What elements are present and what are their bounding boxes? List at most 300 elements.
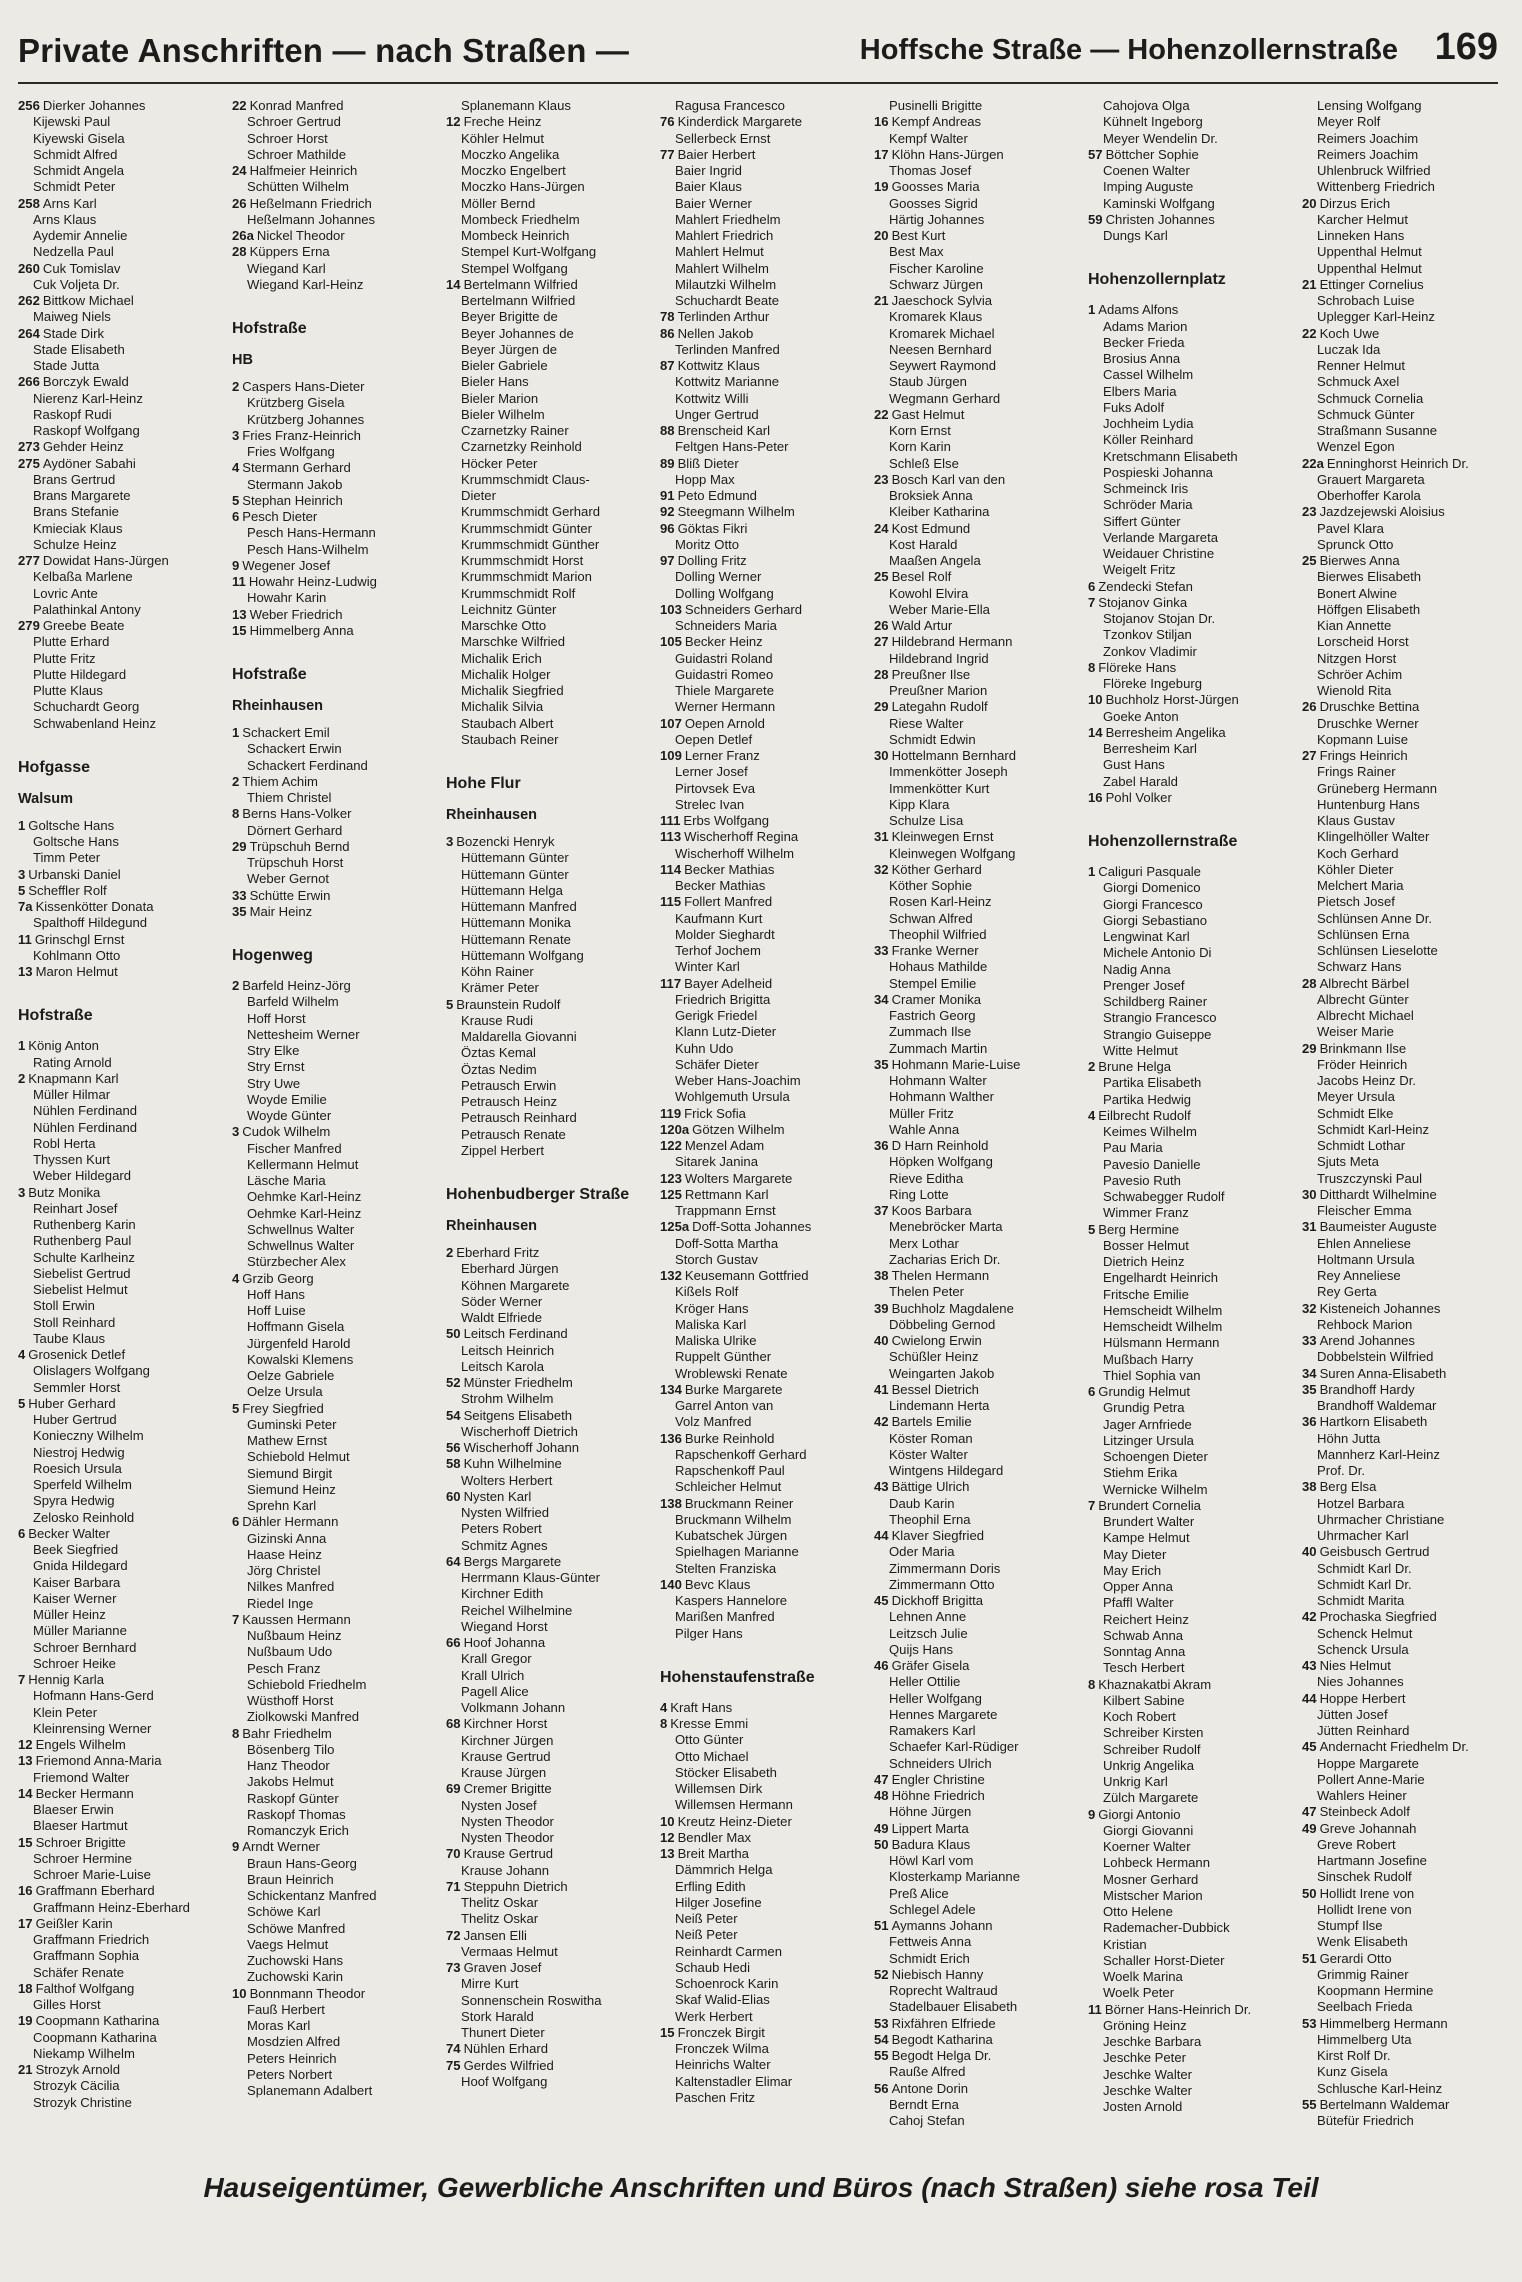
resident-name: Rapschenkoff Gerhard — [675, 1446, 807, 1462]
resident-entry — [18, 196, 230, 212]
resident-name: Giorgi Domenico — [1103, 880, 1201, 896]
resident-name: Cuk Voljeta Dr. — [33, 276, 120, 292]
resident-name: Stephan Heinrich — [242, 492, 343, 508]
resident-entry — [1088, 595, 1300, 611]
resident-name: Kuhn Wilhelmine — [463, 1456, 562, 1472]
resident-entry — [1302, 1918, 1514, 1934]
house-number: 36 — [1302, 1414, 1317, 1430]
resident-name: Roesich Ursula — [33, 1460, 122, 1476]
resident-entry — [1088, 1937, 1300, 1953]
resident-name: Best Kurt — [891, 228, 946, 243]
resident-entry — [874, 309, 1086, 325]
resident-entry — [1302, 667, 1514, 683]
resident-entry — [232, 2051, 444, 2067]
resident-name: Best Max — [889, 244, 944, 260]
resident-name: Feltgen Hans-Peter — [675, 439, 789, 455]
resident-entry — [660, 976, 872, 992]
resident-entry — [874, 1057, 1086, 1073]
resident-name: Weber Gernot — [247, 871, 329, 887]
house-number: 54 — [446, 1407, 461, 1423]
resident-entry — [1088, 400, 1300, 416]
resident-entry — [1088, 774, 1300, 790]
resident-name: Menebröcker Marta — [889, 1219, 1003, 1235]
resident-entry — [18, 1900, 230, 1916]
resident-name: Thunert Dieter — [461, 2025, 545, 2040]
resident-entry — [660, 1317, 872, 1333]
house-number: 44 — [874, 1528, 889, 1543]
resident-name: Becker Mathias — [684, 861, 775, 877]
resident-entry — [446, 423, 658, 439]
resident-name: Kohlmann Otto — [33, 947, 121, 963]
resident-entry — [874, 1642, 1086, 1658]
house-number: 59 — [1088, 211, 1103, 227]
resident-name: Hüttemann Wolfgang — [461, 947, 584, 963]
resident-entry — [18, 1623, 230, 1639]
house-number: 7 — [1088, 1497, 1096, 1513]
resident-entry — [1302, 1788, 1514, 1804]
resident-entry — [1302, 2097, 1514, 2113]
resident-name: Schroer Horst — [247, 130, 328, 146]
resident-entry — [18, 407, 230, 423]
resident-entry — [18, 1672, 230, 1688]
resident-entry — [874, 1203, 1086, 1219]
resident-name: Wintgens Hildegard — [889, 1463, 1004, 1478]
resident-entry — [18, 1201, 230, 1217]
house-number: 35 — [1302, 1381, 1317, 1397]
resident-entry — [1302, 114, 1514, 130]
resident-name: Lategahn Rudolf — [891, 699, 988, 715]
resident-entry — [874, 781, 1086, 797]
resident-entry — [18, 834, 230, 850]
resident-name: Jörg Christel — [247, 1563, 321, 1578]
resident-entry — [1302, 553, 1514, 569]
resident-entry — [446, 1830, 658, 1846]
resident-name: Heßelmann Friedrich — [249, 195, 372, 211]
resident-entry — [1302, 1934, 1514, 1950]
house-number: 113 — [660, 829, 682, 845]
resident-name: Oelze Ursula — [247, 1384, 323, 1400]
resident-entry — [1088, 676, 1300, 692]
resident-entry — [1088, 1027, 1300, 1043]
street-heading: Hohenstaufenstraße — [660, 1668, 815, 1686]
resident-entry — [660, 1154, 872, 1170]
resident-entry — [1088, 1400, 1300, 1416]
resident-name: Schmuck Günter — [1317, 406, 1415, 422]
resident-name: Kraft Hans — [670, 1699, 733, 1715]
resident-name: Kleiber Katharina — [889, 504, 990, 520]
resident-entry — [874, 342, 1086, 358]
resident-entry — [18, 553, 230, 569]
resident-entry — [1088, 1108, 1300, 1124]
resident-entry — [18, 1526, 230, 1542]
resident-name: Begodt Helga Dr. — [891, 2048, 992, 2063]
resident-entry — [1088, 1075, 1300, 1091]
resident-name: Goeke Anton — [1103, 708, 1179, 724]
resident-entry — [232, 277, 444, 293]
resident-entry — [874, 1041, 1086, 1057]
resident-entry — [446, 2025, 658, 2041]
house-number: 134 — [660, 1381, 682, 1397]
resident-name: Verlande Margareta — [1103, 529, 1219, 545]
resident-name: Arndt Werner — [242, 1839, 320, 1855]
resident-entry — [1302, 1593, 1514, 1609]
resident-name: Dolling Fritz — [677, 553, 747, 568]
resident-entry — [232, 1027, 444, 1043]
resident-name: Zuchowski Karin — [247, 1969, 344, 1985]
resident-name: Becker Frieda — [1103, 334, 1185, 350]
resident-name: Siemund Heinz — [247, 1481, 336, 1497]
resident-name: Rey Anneliese — [1317, 1268, 1401, 1283]
resident-entry — [446, 915, 658, 931]
resident-entry — [660, 1041, 872, 1057]
resident-name: Strangio Guiseppe — [1103, 1026, 1212, 1042]
resident-name: Kröger Hans — [675, 1300, 749, 1316]
resident-name: Hoff Luise — [247, 1303, 306, 1318]
resident-name: Hoff Horst — [247, 1010, 306, 1026]
resident-entry — [660, 586, 872, 602]
resident-name: Münster Friedhelm — [463, 1375, 573, 1390]
resident-entry — [1088, 562, 1300, 578]
resident-entry — [1302, 2113, 1514, 2129]
resident-entry — [18, 2078, 230, 2094]
resident-entry — [18, 342, 230, 358]
resident-name: Schwabenland Heinz — [33, 715, 157, 731]
resident-name: Grüneberg Hermann — [1317, 780, 1438, 796]
resident-entry — [18, 1428, 230, 1444]
resident-entry — [232, 1336, 444, 1352]
resident-entry — [18, 1640, 230, 1656]
column-4 — [660, 98, 874, 2158]
house-number: 72 — [446, 1927, 461, 1943]
resident-name: Bozencki Henryk — [456, 834, 555, 849]
resident-entry — [18, 1087, 230, 1103]
resident-name: Wüsthoff Horst — [247, 1693, 334, 1708]
house-number: 47 — [1302, 1804, 1317, 1820]
house-number: 277 — [18, 553, 40, 568]
resident-entry — [232, 1807, 444, 1823]
resident-name: Leitsch Ferdinand — [463, 1326, 568, 1342]
resident-name: Greve Johannah — [1319, 1820, 1417, 1836]
resident-entry — [660, 1911, 872, 1927]
resident-entry — [660, 342, 872, 358]
resident-name: Druschke Bettina — [1319, 699, 1420, 715]
resident-entry — [1302, 911, 1514, 927]
resident-entry — [874, 228, 1086, 244]
resident-entry — [18, 1461, 230, 1477]
resident-entry — [874, 732, 1086, 748]
resident-entry — [1302, 196, 1514, 212]
resident-name: Doff-Sotta Johannes — [692, 1219, 812, 1235]
resident-name: Göktas Fikri — [677, 520, 748, 536]
resident-name: Friedrich Brigitta — [675, 991, 771, 1007]
resident-entry — [232, 1206, 444, 1222]
house-number: 48 — [874, 1788, 889, 1803]
resident-name: Hartmann Josefine — [1317, 1853, 1427, 1868]
resident-name: Dickhoff Brigitta — [891, 1593, 984, 1608]
resident-name: Schütten Wilhelm — [247, 179, 349, 195]
resident-name: Krause Gertrud — [461, 1748, 551, 1764]
resident-entry — [874, 1008, 1086, 1024]
resident-name: Renner Helmut — [1317, 358, 1406, 373]
resident-name: Bartels Emilie — [891, 1414, 972, 1430]
resident-name: Greebe Beate — [42, 618, 125, 633]
resident-entry — [18, 1298, 230, 1314]
house-number: 40 — [1302, 1544, 1317, 1560]
house-number: 89 — [660, 455, 675, 471]
resident-entry — [232, 1742, 444, 1758]
house-number: 43 — [874, 1479, 889, 1495]
resident-entry — [18, 1136, 230, 1152]
house-number: 273 — [18, 439, 40, 455]
resident-name: Fries Franz-Heinrich — [242, 427, 361, 443]
resident-entry — [874, 114, 1086, 130]
resident-name: Doff-Sotta Martha — [675, 1235, 779, 1251]
resident-entry — [1088, 351, 1300, 367]
resident-name: Jütten Reinhard — [1317, 1723, 1410, 1738]
resident-entry — [1302, 309, 1514, 325]
resident-entry — [874, 1626, 1086, 1642]
resident-entry — [446, 309, 658, 325]
resident-entry — [1302, 1577, 1514, 1593]
resident-entry — [1302, 1219, 1514, 1235]
resident-name: Thelen Hermann — [891, 1268, 990, 1283]
resident-entry — [660, 1992, 872, 2008]
house-number: 7 — [18, 1672, 26, 1687]
resident-name: Stade Dirk — [42, 325, 104, 341]
resident-entry — [660, 1089, 872, 1105]
resident-entry — [660, 293, 872, 309]
resident-name: Truszczynski Paul — [1317, 1170, 1423, 1186]
house-number: 13 — [18, 1753, 33, 1769]
resident-name: Schleicher Helmut — [675, 1479, 782, 1495]
resident-name: Schlusche Karl-Heinz — [1317, 2080, 1443, 2096]
resident-entry — [1302, 764, 1514, 780]
resident-entry — [660, 894, 872, 910]
resident-entry — [18, 2030, 230, 2046]
resident-name: Robl Herta — [33, 1135, 96, 1151]
resident-name: Oepen Arnold — [684, 715, 765, 731]
house-number: 266 — [18, 374, 40, 390]
resident-entry — [18, 1705, 230, 1721]
resident-name: Schmidt Karl Dr. — [1317, 1560, 1412, 1576]
resident-name: Schmidt Lothar — [1317, 1138, 1406, 1153]
resident-name: Nysten Karl — [463, 1488, 532, 1504]
resident-entry — [1302, 634, 1514, 650]
resident-name: Thelitz Oskar — [461, 1895, 539, 1910]
resident-name: Rademacher-Dubbick — [1103, 1920, 1230, 1936]
resident-name: Köhler Helmut — [461, 130, 544, 146]
resident-entry — [1088, 709, 1300, 725]
resident-name: Zummach Martin — [889, 1040, 988, 1056]
resident-name: Freche Heinz — [463, 114, 542, 130]
resident-entry — [18, 114, 230, 130]
resident-entry — [18, 1412, 230, 1428]
resident-entry — [1302, 1024, 1514, 1040]
resident-name: Mistscher Marion — [1103, 1887, 1203, 1903]
resident-name: Kopmann Luise — [1317, 731, 1408, 747]
house-number: 2 — [232, 978, 240, 993]
resident-name: Kowohl Elvira — [889, 585, 969, 601]
resident-name: Wegmann Gerhard — [889, 390, 1001, 406]
resident-name: Plutte Erhard — [33, 634, 110, 650]
resident-entry — [660, 98, 872, 114]
resident-name: Cassel Wilhelm — [1103, 367, 1194, 383]
resident-name: Hanz Theodor — [247, 1758, 330, 1773]
resident-name: Schmidt Alfred — [33, 146, 118, 162]
resident-entry — [18, 1347, 230, 1363]
resident-entry — [874, 1561, 1086, 1577]
resident-name: Stürzbecher Alex — [247, 1254, 346, 1270]
resident-name: Goosses Sigrid — [889, 195, 978, 211]
resident-entry — [232, 477, 444, 493]
resident-name: Uppenthal Helmut — [1317, 244, 1422, 260]
resident-name: Friemond Anna-Maria — [35, 1753, 162, 1769]
resident-name: Albrecht Günter — [1317, 991, 1409, 1007]
resident-entry — [874, 439, 1086, 455]
resident-name: Frick Sofia — [684, 1105, 746, 1121]
resident-name: Zimmermann Otto — [889, 1576, 995, 1592]
resident-entry — [232, 212, 444, 228]
resident-entry — [660, 277, 872, 293]
resident-name: Lovric Ante — [33, 585, 98, 601]
resident-entry — [232, 590, 444, 606]
resident-entry — [1302, 716, 1514, 732]
house-number: 107 — [660, 715, 682, 731]
resident-entry — [660, 1301, 872, 1317]
resident-entry — [1302, 1447, 1514, 1463]
resident-name: Werk Herbert — [675, 2008, 753, 2024]
resident-name: Suren Anna-Elisabeth — [1319, 1365, 1447, 1381]
resident-entry — [1302, 163, 1514, 179]
resident-entry — [232, 1141, 444, 1157]
resident-name: Pesch Dieter — [242, 509, 318, 524]
resident-name: Gerigk Friedel — [675, 1008, 758, 1023]
resident-entry — [660, 1846, 872, 1862]
resident-name: Wischerhoff Regina — [684, 829, 799, 845]
house-number: 6 — [232, 1514, 240, 1530]
resident-entry — [446, 228, 658, 244]
resident-entry — [446, 1375, 658, 1391]
resident-entry — [1088, 1579, 1300, 1595]
resident-entry — [1088, 1628, 1300, 1644]
resident-entry — [1302, 261, 1514, 277]
house-number: 76 — [660, 114, 675, 130]
house-number: 119 — [660, 1105, 682, 1121]
resident-name: Nitzgen Horst — [1317, 650, 1397, 666]
resident-entry — [1302, 423, 1514, 439]
resident-name: Stempel Wolfgang — [461, 260, 568, 276]
resident-name: Plutte Klaus — [33, 683, 103, 698]
resident-name: Hohmann Walter — [889, 1073, 987, 1088]
resident-entry — [1088, 692, 1300, 708]
resident-entry — [1088, 1140, 1300, 1156]
resident-entry — [874, 1154, 1086, 1170]
resident-name: Kleinwegen Ernst — [891, 829, 994, 845]
house-number: 30 — [1302, 1186, 1317, 1202]
resident-name: Schickentanz Manfred — [247, 1888, 377, 1903]
resident-name: Fröder Heinrich — [1317, 1056, 1408, 1072]
resident-entry — [874, 423, 1086, 439]
resident-entry — [18, 2095, 230, 2111]
resident-entry — [1302, 1122, 1514, 1138]
resident-entry — [446, 1278, 658, 1294]
resident-name: Menzel Adam — [684, 1138, 765, 1153]
resident-name: Mair Heinz — [249, 903, 313, 919]
resident-entry — [874, 1447, 1086, 1463]
house-number: 15 — [660, 2024, 675, 2040]
resident-name: Litzinger Ursula — [1103, 1432, 1194, 1448]
resident-name: Jansen Elli — [463, 1927, 527, 1943]
resident-entry — [1088, 1547, 1300, 1563]
resident-name: Moczko Hans-Jürgen — [461, 179, 585, 195]
resident-entry — [874, 1106, 1086, 1122]
resident-name: Sitarek Janina — [675, 1154, 758, 1170]
resident-entry — [874, 992, 1086, 1008]
resident-entry — [874, 2064, 1086, 2080]
resident-entry — [660, 1561, 872, 1577]
resident-entry — [874, 586, 1086, 602]
house-number: 14 — [1088, 724, 1103, 740]
resident-entry — [1088, 1010, 1300, 1026]
resident-entry — [18, 1315, 230, 1331]
resident-entry — [1302, 878, 1514, 894]
resident-name: Pau Maria — [1103, 1140, 1163, 1156]
resident-name: Konieczny Wilhelm — [33, 1428, 144, 1444]
resident-name: Schmuck Cornelia — [1317, 390, 1424, 406]
resident-entry — [1088, 147, 1300, 163]
resident-entry — [232, 509, 444, 525]
resident-name: Raskopf Günter — [247, 1790, 339, 1806]
house-number: 132 — [660, 1268, 682, 1283]
resident-entry — [874, 1301, 1086, 1317]
house-number: 26 — [1302, 699, 1317, 715]
resident-entry — [874, 1268, 1086, 1284]
resident-entry — [1302, 1869, 1514, 1885]
resident-entry — [660, 2074, 872, 2090]
resident-entry — [232, 823, 444, 839]
resident-entry — [1302, 1658, 1514, 1674]
resident-entry — [660, 748, 872, 764]
resident-name: Hoff Hans — [247, 1286, 305, 1302]
resident-name: Butz Monika — [28, 1184, 101, 1200]
resident-name: Schoenrock Karin — [675, 1976, 779, 1991]
resident-name: Koopmann Hermine — [1317, 1983, 1434, 1998]
resident-name: Hilger Josefine — [675, 1894, 762, 1910]
resident-name: Fronczek Birgit — [677, 2024, 765, 2040]
resident-name: Kreutz Heinz-Dieter — [677, 1813, 792, 1829]
resident-entry — [232, 1661, 444, 1677]
resident-name: Enninghorst Heinrich Dr. — [1326, 455, 1469, 471]
resident-entry — [232, 1969, 444, 1985]
house-number: 115 — [660, 894, 682, 910]
resident-name: Czarnetzky Reinhold — [461, 439, 582, 455]
resident-entry — [1088, 416, 1300, 432]
district-heading: Walsum — [18, 790, 74, 807]
resident-entry — [660, 147, 872, 163]
resident-name: Weber Marie-Ella — [889, 601, 990, 617]
resident-entry — [874, 878, 1086, 894]
resident-name: Maaßen Angela — [889, 553, 981, 568]
resident-name: Schroer Brigitte — [35, 1834, 126, 1850]
resident-entry — [18, 212, 230, 228]
resident-name: Pesch Hans-Wilhelm — [247, 541, 369, 557]
resident-entry — [232, 1076, 444, 1092]
resident-name: Huntenburg Hans — [1317, 796, 1420, 812]
resident-entry — [446, 1359, 658, 1375]
resident-entry — [232, 1384, 444, 1400]
resident-name: Sellerbeck Ernst — [675, 130, 771, 146]
house-number: 8 — [232, 806, 240, 822]
